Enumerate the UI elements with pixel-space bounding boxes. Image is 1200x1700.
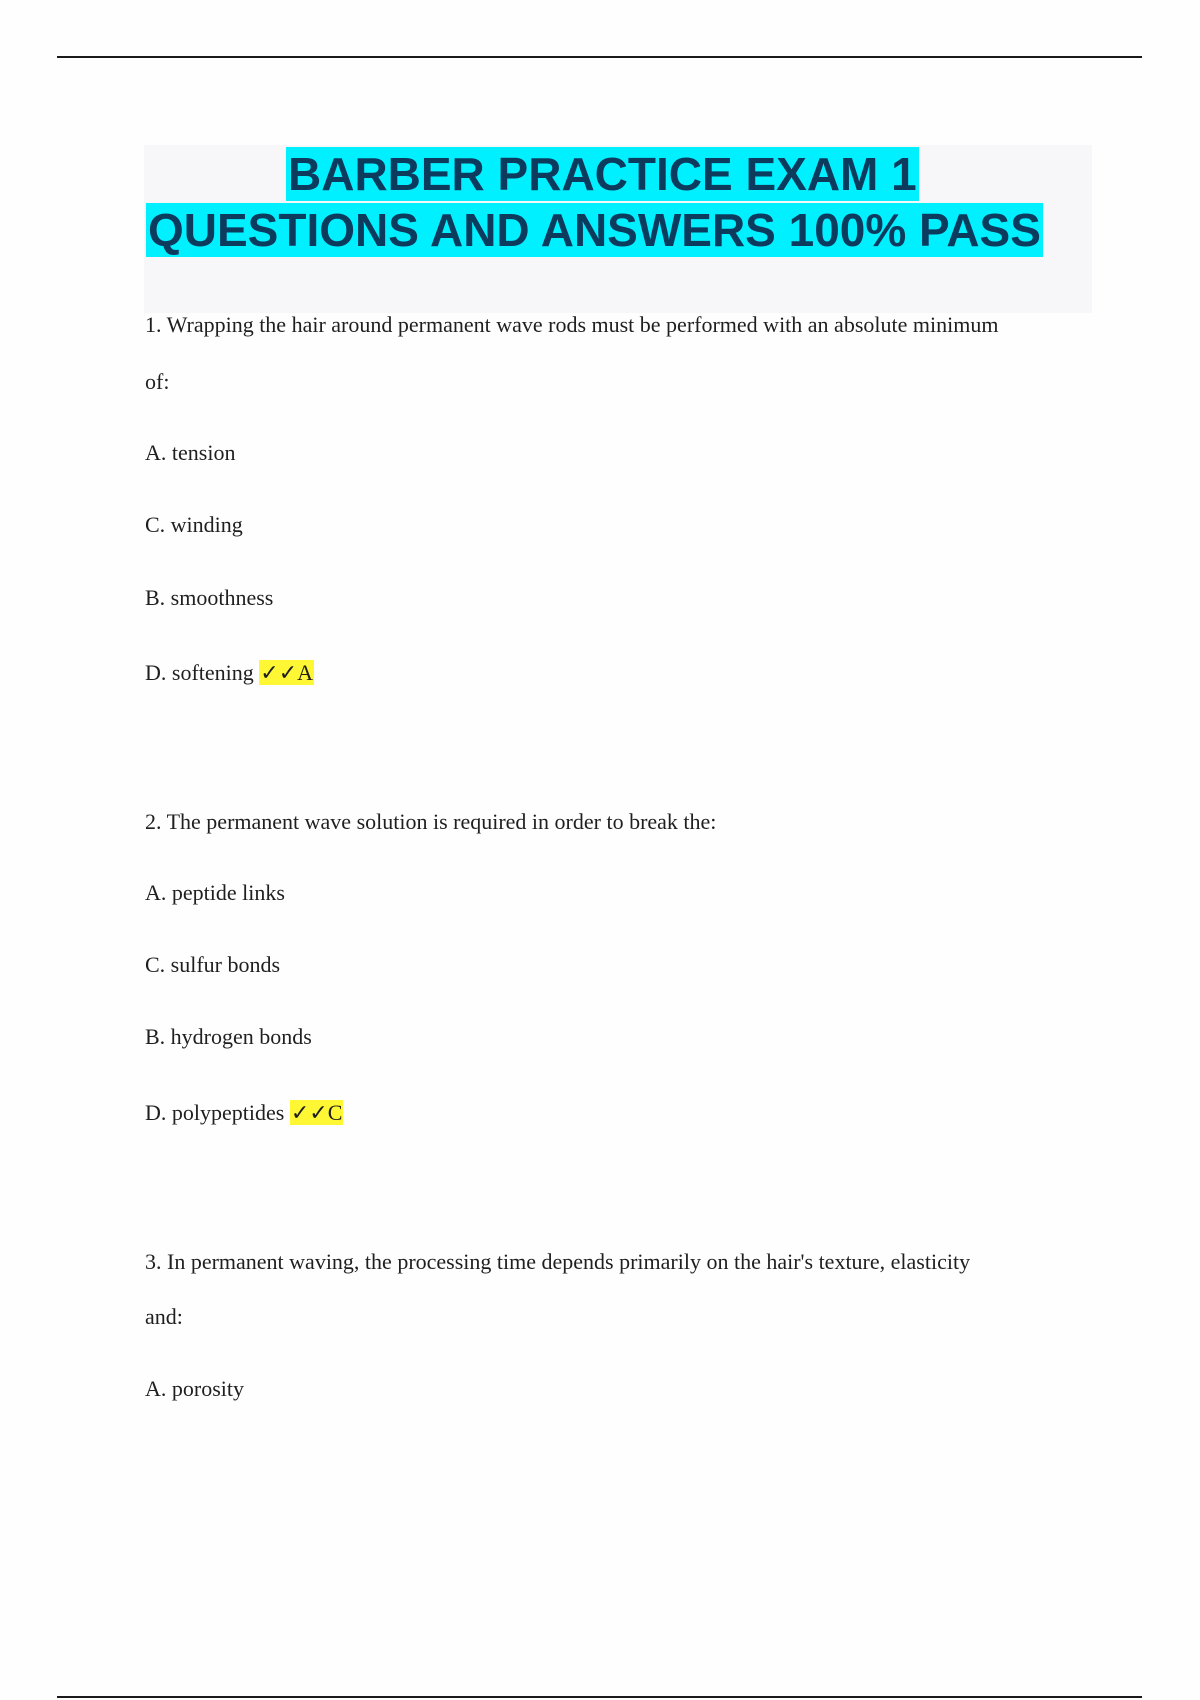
question-1-option-a: A. tension — [145, 440, 236, 465]
document-title-line-1: BARBER PRACTICE EXAM 1 — [288, 148, 917, 200]
question-1-text-continued: of: — [145, 369, 170, 394]
question-2-option-b: B. hydrogen bonds — [145, 1024, 312, 1049]
question-1-option-d — [145, 659, 314, 687]
answer-key-badge: ✓✓C — [290, 1100, 343, 1125]
top-rule — [57, 56, 1142, 58]
question-3-text-continued: and: — [145, 1304, 183, 1329]
option-text: D. softening — [145, 660, 254, 685]
document-title-line-2: QUESTIONS AND ANSWERS 100% PASS — [148, 204, 1041, 256]
question-2-option-d — [145, 1099, 343, 1127]
question-3-text: 3. In permanent waving, the processing time depends primarily on the hair's texture, elasticity — [145, 1249, 971, 1274]
option-text: D. polypeptides — [145, 1100, 285, 1125]
question-1-text: 1. Wrapping the hair around permanent wave rods must be performed with an absolute minimum — [145, 312, 999, 337]
question-3-option-a: A. porosity — [145, 1376, 244, 1401]
question-1-option-c: C. winding — [145, 512, 243, 537]
bottom-rule — [57, 1696, 1142, 1698]
question-2-text: 2. The permanent wave solution is required in order to break the: — [145, 809, 717, 834]
question-2-option-a: A. peptide links — [145, 880, 285, 905]
question-2-option-c: C. sulfur bonds — [145, 952, 281, 977]
answer-key-badge: ✓✓A — [260, 660, 314, 685]
question-1-option-b: B. smoothness — [145, 585, 274, 610]
